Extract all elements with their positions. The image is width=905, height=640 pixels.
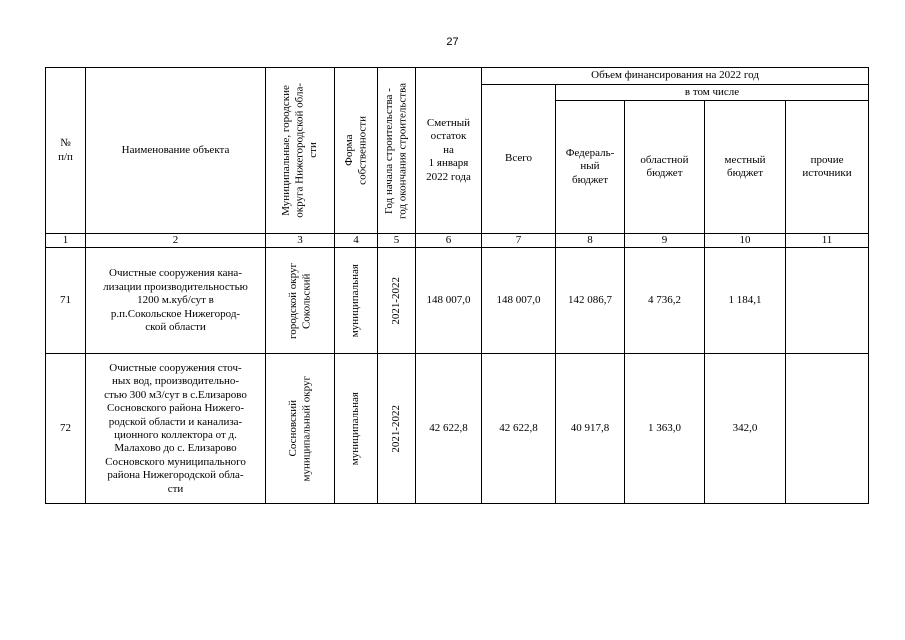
header-regional: областной бюджет <box>625 101 705 234</box>
header-total: Всего <box>482 85 556 234</box>
row-name: Очистные сооружения сточ- ных вод, производительно- стью 300 м3/сут в с.Елизарово Сосновского района Нижего- родской области и канализа- ционного коллектора от д. Малахово до с. Елизарово Сосновского муниципального района Нижегородской обла- сти <box>86 354 266 504</box>
header-funding-group: Объем финансирования на 2022 год <box>482 68 869 85</box>
col-number: 11 <box>786 234 869 248</box>
header-incl: в том числе <box>556 85 869 101</box>
table-row <box>46 248 869 354</box>
column-number-row <box>46 234 869 248</box>
row-other <box>786 354 869 504</box>
header-local: местный бюджет <box>705 101 786 234</box>
row-local: 342,0 <box>705 354 786 504</box>
row-local: 1 184,1 <box>705 248 786 354</box>
header-ownership: Форма собственности <box>335 68 378 234</box>
col-number: 1 <box>46 234 86 248</box>
row-municipal: городской округ Сокольский <box>266 248 335 354</box>
row-estimate: 148 007,0 <box>416 248 482 354</box>
col-number: 3 <box>266 234 335 248</box>
row-regional: 1 363,0 <box>625 354 705 504</box>
row-years: 2021-2022 <box>378 248 416 354</box>
row-num: 71 <box>46 248 86 354</box>
row-years: 2021-2022 <box>378 354 416 504</box>
header-years: Год начала строительства - год окончания строительства <box>378 68 416 234</box>
row-federal: 40 917,8 <box>556 354 625 504</box>
header-municipal: Муниципальные, городские округа Нижегородской обла- сти <box>266 68 335 234</box>
financing-table <box>45 67 869 504</box>
header-federal: Федераль- ный бюджет <box>556 101 625 234</box>
col-number: 4 <box>335 234 378 248</box>
row-municipal: Сосновский муниципальный округ <box>266 354 335 504</box>
header-num: № п/п <box>46 68 86 234</box>
col-number: 2 <box>86 234 266 248</box>
col-number: 5 <box>378 234 416 248</box>
row-total: 148 007,0 <box>482 248 556 354</box>
col-number: 7 <box>482 234 556 248</box>
row-estimate: 42 622,8 <box>416 354 482 504</box>
row-num: 72 <box>46 354 86 504</box>
row-ownership: муниципальная <box>335 248 378 354</box>
header-name: Наименование объекта <box>86 68 266 234</box>
header-estimate: Сметный остаток на 1 января 2022 года <box>416 68 482 234</box>
page-number: 27 <box>446 36 459 48</box>
col-number: 9 <box>625 234 705 248</box>
table-row <box>46 354 869 504</box>
row-regional: 4 736,2 <box>625 248 705 354</box>
col-number: 6 <box>416 234 482 248</box>
col-number: 8 <box>556 234 625 248</box>
row-total: 42 622,8 <box>482 354 556 504</box>
row-federal: 142 086,7 <box>556 248 625 354</box>
row-other <box>786 248 869 354</box>
col-number: 10 <box>705 234 786 248</box>
row-ownership: муниципальная <box>335 354 378 504</box>
header-other: прочие источники <box>786 101 869 234</box>
row-name: Очистные сооружения кана- лизации производительностью 1200 м.куб/сут в р.п.Сокольское Нижегород- ской области <box>86 248 266 354</box>
